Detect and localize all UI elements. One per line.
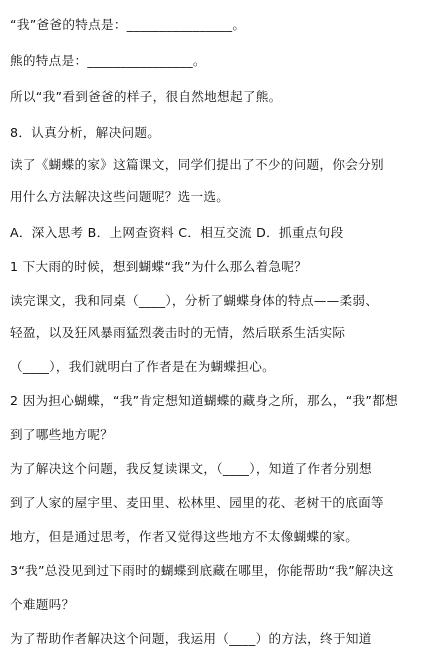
text-line-bear-traits: 熊的特点是：________________。 bbox=[10, 53, 206, 68]
sub-question-3: 3“我”总没见到过下雨时的蝴蝶到底藏在哪里，你能帮助“我”解决这 bbox=[10, 563, 394, 578]
text-line-q2-b: 到了人家的屋宇里、麦田里、松林里、园里的花、老树干的底面等 bbox=[10, 495, 384, 510]
text-line-q1-b: 轻盈，以及狂风暴雨猛烈袭击时的无情，然后联系生活实际 bbox=[10, 325, 346, 340]
text-line-q2-a: 为了解决这个问题，我反复读课文，（____），知道了作者分别想 bbox=[10, 461, 372, 476]
text-line-q1-c: （____），我们就明白了作者是在为蝴蝶担心。 bbox=[10, 359, 276, 374]
sub-question-1: 1 下大雨的时候，想到蝴蝶“我”为什么那么着急呢？ bbox=[10, 259, 308, 274]
text-line-q2-c: 地方，但是通过思考，作者又觉得这些地方不太像蝴蝶的家。 bbox=[10, 529, 359, 544]
text-line-q3-cont: 个难题吗？ bbox=[10, 597, 75, 612]
text-line-father-traits: “我”爸爸的特点是：________________。 bbox=[10, 17, 246, 32]
text-line-conclusion: 所以“我”看到爸爸的样子，很自然地想起了熊。 bbox=[10, 89, 282, 104]
text-line-q1-a: 读完课文，我和同桌（____），分析了蝴蝶身体的特点——柔弱、 bbox=[10, 293, 379, 308]
question-heading-8: 8．认真分析，解决问题。 bbox=[10, 125, 161, 140]
answer-options: A．深入思考 B．上网查资料 C．相互交流 D．抓重点句段 bbox=[10, 225, 344, 240]
text-line-q3-a: 为了帮助作者解决这个问题，我运用（____）的方法，终于知道 bbox=[10, 631, 372, 646]
text-line-intro-1: 读了《蝴蝶的家》这篇课文，同学们提出了不少的问题，你会分别 bbox=[10, 157, 384, 172]
sub-question-2: 2 因为担心蝴蝶，“我”肯定想知道蝴蝶的藏身之所，那么，“我”都想 bbox=[10, 393, 399, 408]
text-line-intro-2: 用什么方法解决这些问题呢？选一选。 bbox=[10, 189, 230, 204]
text-line-q2-cont: 到了哪些地方呢？ bbox=[10, 427, 114, 442]
